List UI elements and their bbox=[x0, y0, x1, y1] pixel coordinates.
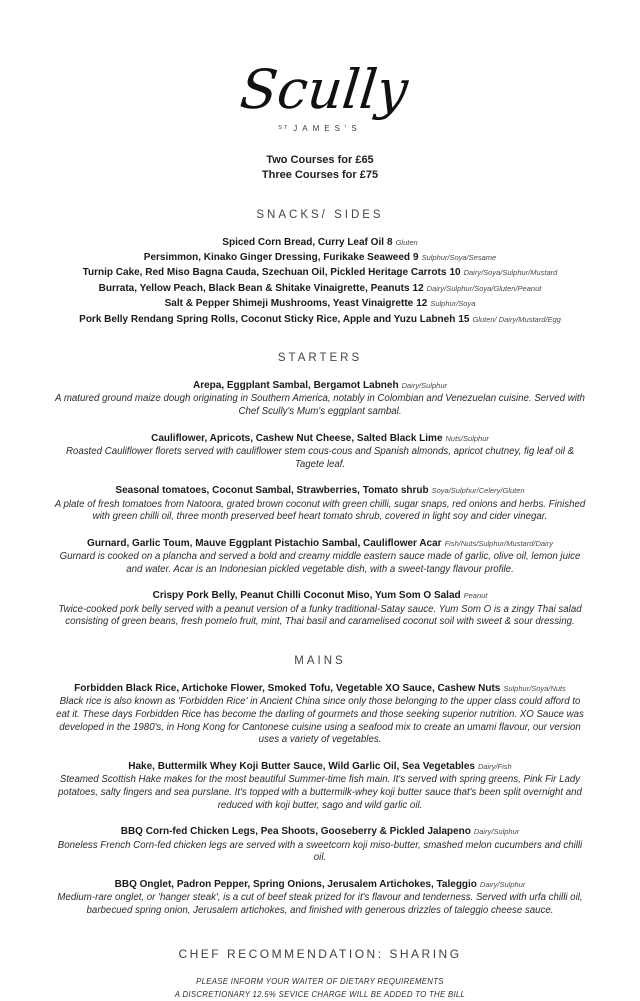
dish-price: 15 bbox=[458, 313, 470, 325]
dish-allergens: Dairy/Sulphur bbox=[479, 879, 526, 889]
dish-title-line bbox=[30, 484, 610, 497]
dish-allergens: Soya/Sulphur/Celery/Gluten bbox=[431, 486, 525, 496]
menu-item bbox=[30, 297, 610, 310]
dish-title-line bbox=[30, 825, 610, 838]
restaurant-logo bbox=[0, 52, 640, 133]
dish-allergens: Fish/Nuts/Sulphur/Mustard/Dairy bbox=[444, 538, 553, 548]
dish-allergens: Sulphur/Soya/Sesame bbox=[421, 253, 497, 263]
dish-title-line bbox=[30, 379, 610, 392]
menu-item bbox=[30, 432, 610, 472]
section-title: MAINS bbox=[294, 655, 346, 668]
dish-title-line bbox=[30, 266, 610, 279]
menu-item bbox=[30, 878, 610, 918]
dish-title-line bbox=[30, 682, 610, 695]
dish-description: A matured ground maize dough originating in Southern America, notably in Colombian and Venezuelan cuisine. Served with Chef Scully's Mum's eggplant sambal. bbox=[55, 393, 585, 418]
menu-section-snacks-sides bbox=[0, 209, 640, 326]
menu-item bbox=[30, 825, 610, 865]
menu-section-starters bbox=[0, 352, 640, 629]
dish-allergens: Sulphur/Soya bbox=[430, 299, 476, 309]
dish-allergens: Sulphur/Soya/Nuts bbox=[503, 684, 566, 694]
dish-name: Salt & Pepper Shimeji Mushrooms, Yeast Vinaigrette bbox=[164, 298, 414, 310]
dish-price: 9 bbox=[413, 252, 419, 264]
dish-price: 10 bbox=[449, 267, 461, 279]
menu-item bbox=[30, 537, 610, 577]
dish-description: Twice-cooked pork belly served with a peanut version of a funky traditional-Satay sauce. Yum Som O is a zingy Thai salad consisting of green beans, fresh pomelo fruit, mint, Thai basil and caramelised coconut soil with sweet & sour dressing. bbox=[58, 603, 582, 628]
dish-allergens: Dairy/Sulphur bbox=[473, 827, 520, 837]
dish-allergens: Dairy/Fish bbox=[477, 761, 512, 771]
dietary-note: PLEASE INFORM YOUR WAITER OF DIETARY REQUIREMENTS bbox=[196, 977, 444, 987]
dish-description: Medium-rare onglet, or 'hanger steak', is a cut of beef steak prized for it's flavour and tenderness. Served with urfa chilli oil, barbecued spring onion, Jerusalem artichokes, and finished with generous drizzles of taleggio cheese sauce. bbox=[57, 892, 583, 916]
menu-item bbox=[30, 266, 610, 279]
dish-description: Black rice is also known as 'Forbidden Rice' in Ancient China since only those belonging to the upper class could afford to eat it. These days Forbidden Rice has become the darling of gourmets and those seeking superior nutrition. XO Sauce was developed in the 1980's, in Hong Kong for Cantonese cuisine using a seafood mix to create an umami flavour, our version uses a variety of vegetables. bbox=[56, 696, 584, 746]
dish-name: Persimmon, Kinako Ginger Dressing, Furikake Seaweed bbox=[143, 252, 410, 264]
dish-title-line bbox=[30, 589, 610, 602]
dish-title-line bbox=[30, 313, 610, 326]
dish-name: Gurnard, Garlic Toum, Mauve Eggplant Pistachio Sambal, Cauliflower Acar bbox=[87, 537, 442, 549]
section-items bbox=[30, 236, 610, 326]
dish-name: Turnip Cake, Red Miso Bagna Cauda, Szechuan Oil, Pickled Heritage Carrots bbox=[82, 267, 447, 279]
dish-title-line bbox=[30, 432, 610, 445]
dish-allergens: Dairy/Soya/Sulphur/Mustard bbox=[463, 268, 558, 278]
menu-item bbox=[30, 379, 610, 419]
dish-title-line bbox=[30, 537, 610, 550]
dish-name: Hake, Buttermilk Whey Koji Butter Sauce, Wild Garlic Oil, Sea Vegetables bbox=[128, 760, 475, 772]
dish-name: Pork Belly Rendang Spring Rolls, Coconut Sticky Rice, Apple and Yuzu Labneh bbox=[79, 313, 456, 325]
dish-price: 8 bbox=[387, 236, 393, 248]
dish-name: Seasonal tomatoes, Coconut Sambal, Strawberries, Tomato shrub bbox=[115, 485, 429, 497]
menu-item bbox=[30, 760, 610, 812]
service-charge-note: A DISCRETIONARY 12.5% SEVICE CHARGE WILL BE ADDED TO THE BILL bbox=[174, 989, 466, 999]
dish-allergens: Dairy/Sulphur bbox=[401, 381, 448, 391]
logo-subtitle bbox=[0, 124, 640, 133]
dish-name: Arepa, Eggplant Sambal, Bergamot Labneh bbox=[192, 380, 399, 392]
section-items bbox=[30, 379, 610, 629]
dish-title-line bbox=[30, 251, 610, 264]
dish-allergens: Dairy/Sulphur/Soya/Gluten/Peanut bbox=[426, 283, 542, 293]
menu-item bbox=[30, 313, 610, 326]
section-title: STARTERS bbox=[277, 352, 363, 365]
dish-allergens: Peanut bbox=[463, 591, 488, 601]
dish-name: Cauliflower, Apricots, Cashew Nut Cheese, Salted Black Lime bbox=[151, 432, 443, 444]
section-items bbox=[30, 682, 610, 917]
menu-item bbox=[30, 236, 610, 249]
dish-name: BBQ Onglet, Padron Pepper, Spring Onions, Jerusalem Artichokes, Taleggio bbox=[114, 878, 477, 890]
logo-subtitle-james: JAMES'S bbox=[293, 124, 362, 133]
pricing-three-courses: Three Courses for £75 bbox=[261, 168, 379, 181]
dish-description: Boneless French Corn-fed chicken legs are served with a sweetcorn koji miso-butter, smashed melon cucumbers and chilli oil. bbox=[57, 839, 583, 864]
logo-subtitle-st: ST bbox=[278, 125, 290, 131]
dish-name: Crispy Pork Belly, Peanut Chilli Coconut Miso, Yum Som O Salad bbox=[152, 590, 461, 602]
menu-item bbox=[30, 251, 610, 264]
dish-description: A plate of fresh tomatoes from Natoora, grated brown coconut with green chilli, sugar snaps, red onions and herbs. Finished with green chilli oil, three month preserved beef heart tomato shrub, covered in light soy and cider vinegar. bbox=[54, 498, 586, 523]
dish-allergens: Gluten/ Dairy/Mustard/Egg bbox=[472, 314, 561, 324]
menu-item bbox=[30, 682, 610, 747]
menu-item bbox=[30, 484, 610, 524]
dish-description: Gurnard is cooked on a plancha and served a bold and creamy middle eastern sauce made of garlic, olive oil, lemon juice and water. Acar is an Indonesian pickled vegetable dish, with a sweet-tangy flavour profile. bbox=[59, 551, 581, 575]
chef-recommendation-heading: CHEF RECOMMENDATION: SHARING bbox=[178, 947, 462, 962]
dish-price: 12 bbox=[412, 282, 424, 294]
menu-item bbox=[30, 589, 610, 629]
footer-notes bbox=[0, 976, 640, 1001]
pricing-two-courses: Two Courses for £65 bbox=[266, 154, 374, 166]
dish-title-line bbox=[30, 297, 610, 310]
dish-price: 12 bbox=[416, 298, 428, 310]
dish-allergens: Nuts/Sulphur bbox=[445, 433, 489, 443]
dish-title-line bbox=[30, 878, 610, 891]
dish-name: Burrata, Yellow Peach, Black Bean & Shitake Vinaigrette, Peanuts bbox=[98, 282, 410, 294]
menu-section-mains bbox=[0, 655, 640, 917]
dish-name: Forbidden Black Rice, Artichoke Flower, Smoked Tofu, Vegetable XO Sauce, Cashew Nuts bbox=[74, 683, 501, 695]
logo-text: Scully bbox=[237, 58, 411, 121]
dish-allergens: Gluten bbox=[395, 237, 418, 247]
dish-title-line bbox=[30, 282, 610, 295]
menu-sections bbox=[0, 209, 640, 918]
dish-title-line bbox=[30, 760, 610, 773]
logo-script-image bbox=[190, 52, 450, 124]
menu-item bbox=[30, 282, 610, 295]
set-menu-pricing bbox=[0, 153, 640, 183]
dish-description: Roasted Cauliflower florets served with cauliflower stem cous-cous and Spanish almonds, apricot chutney, fig leaf oil & Tagete leaf. bbox=[65, 446, 575, 470]
section-title: SNACKS/ SIDES bbox=[256, 208, 384, 221]
dish-description: Steamed Scottish Hake makes for the most beautiful Summer-time fish main. It's served with spring greens, Pink Fir Lady potatoes, salty fingers and sea purslane. It's topped with a buttermilk-whey koji butter sauce that's been split overnight and reduced with koji butter, sago and wild garlic oil. bbox=[58, 774, 582, 811]
dish-name: Spiced Corn Bread, Curry Leaf Oil bbox=[222, 236, 385, 248]
dish-title-line bbox=[30, 236, 610, 249]
dish-name: BBQ Corn-fed Chicken Legs, Pea Shoots, Gooseberry & Pickled Jalapeno bbox=[120, 826, 471, 838]
